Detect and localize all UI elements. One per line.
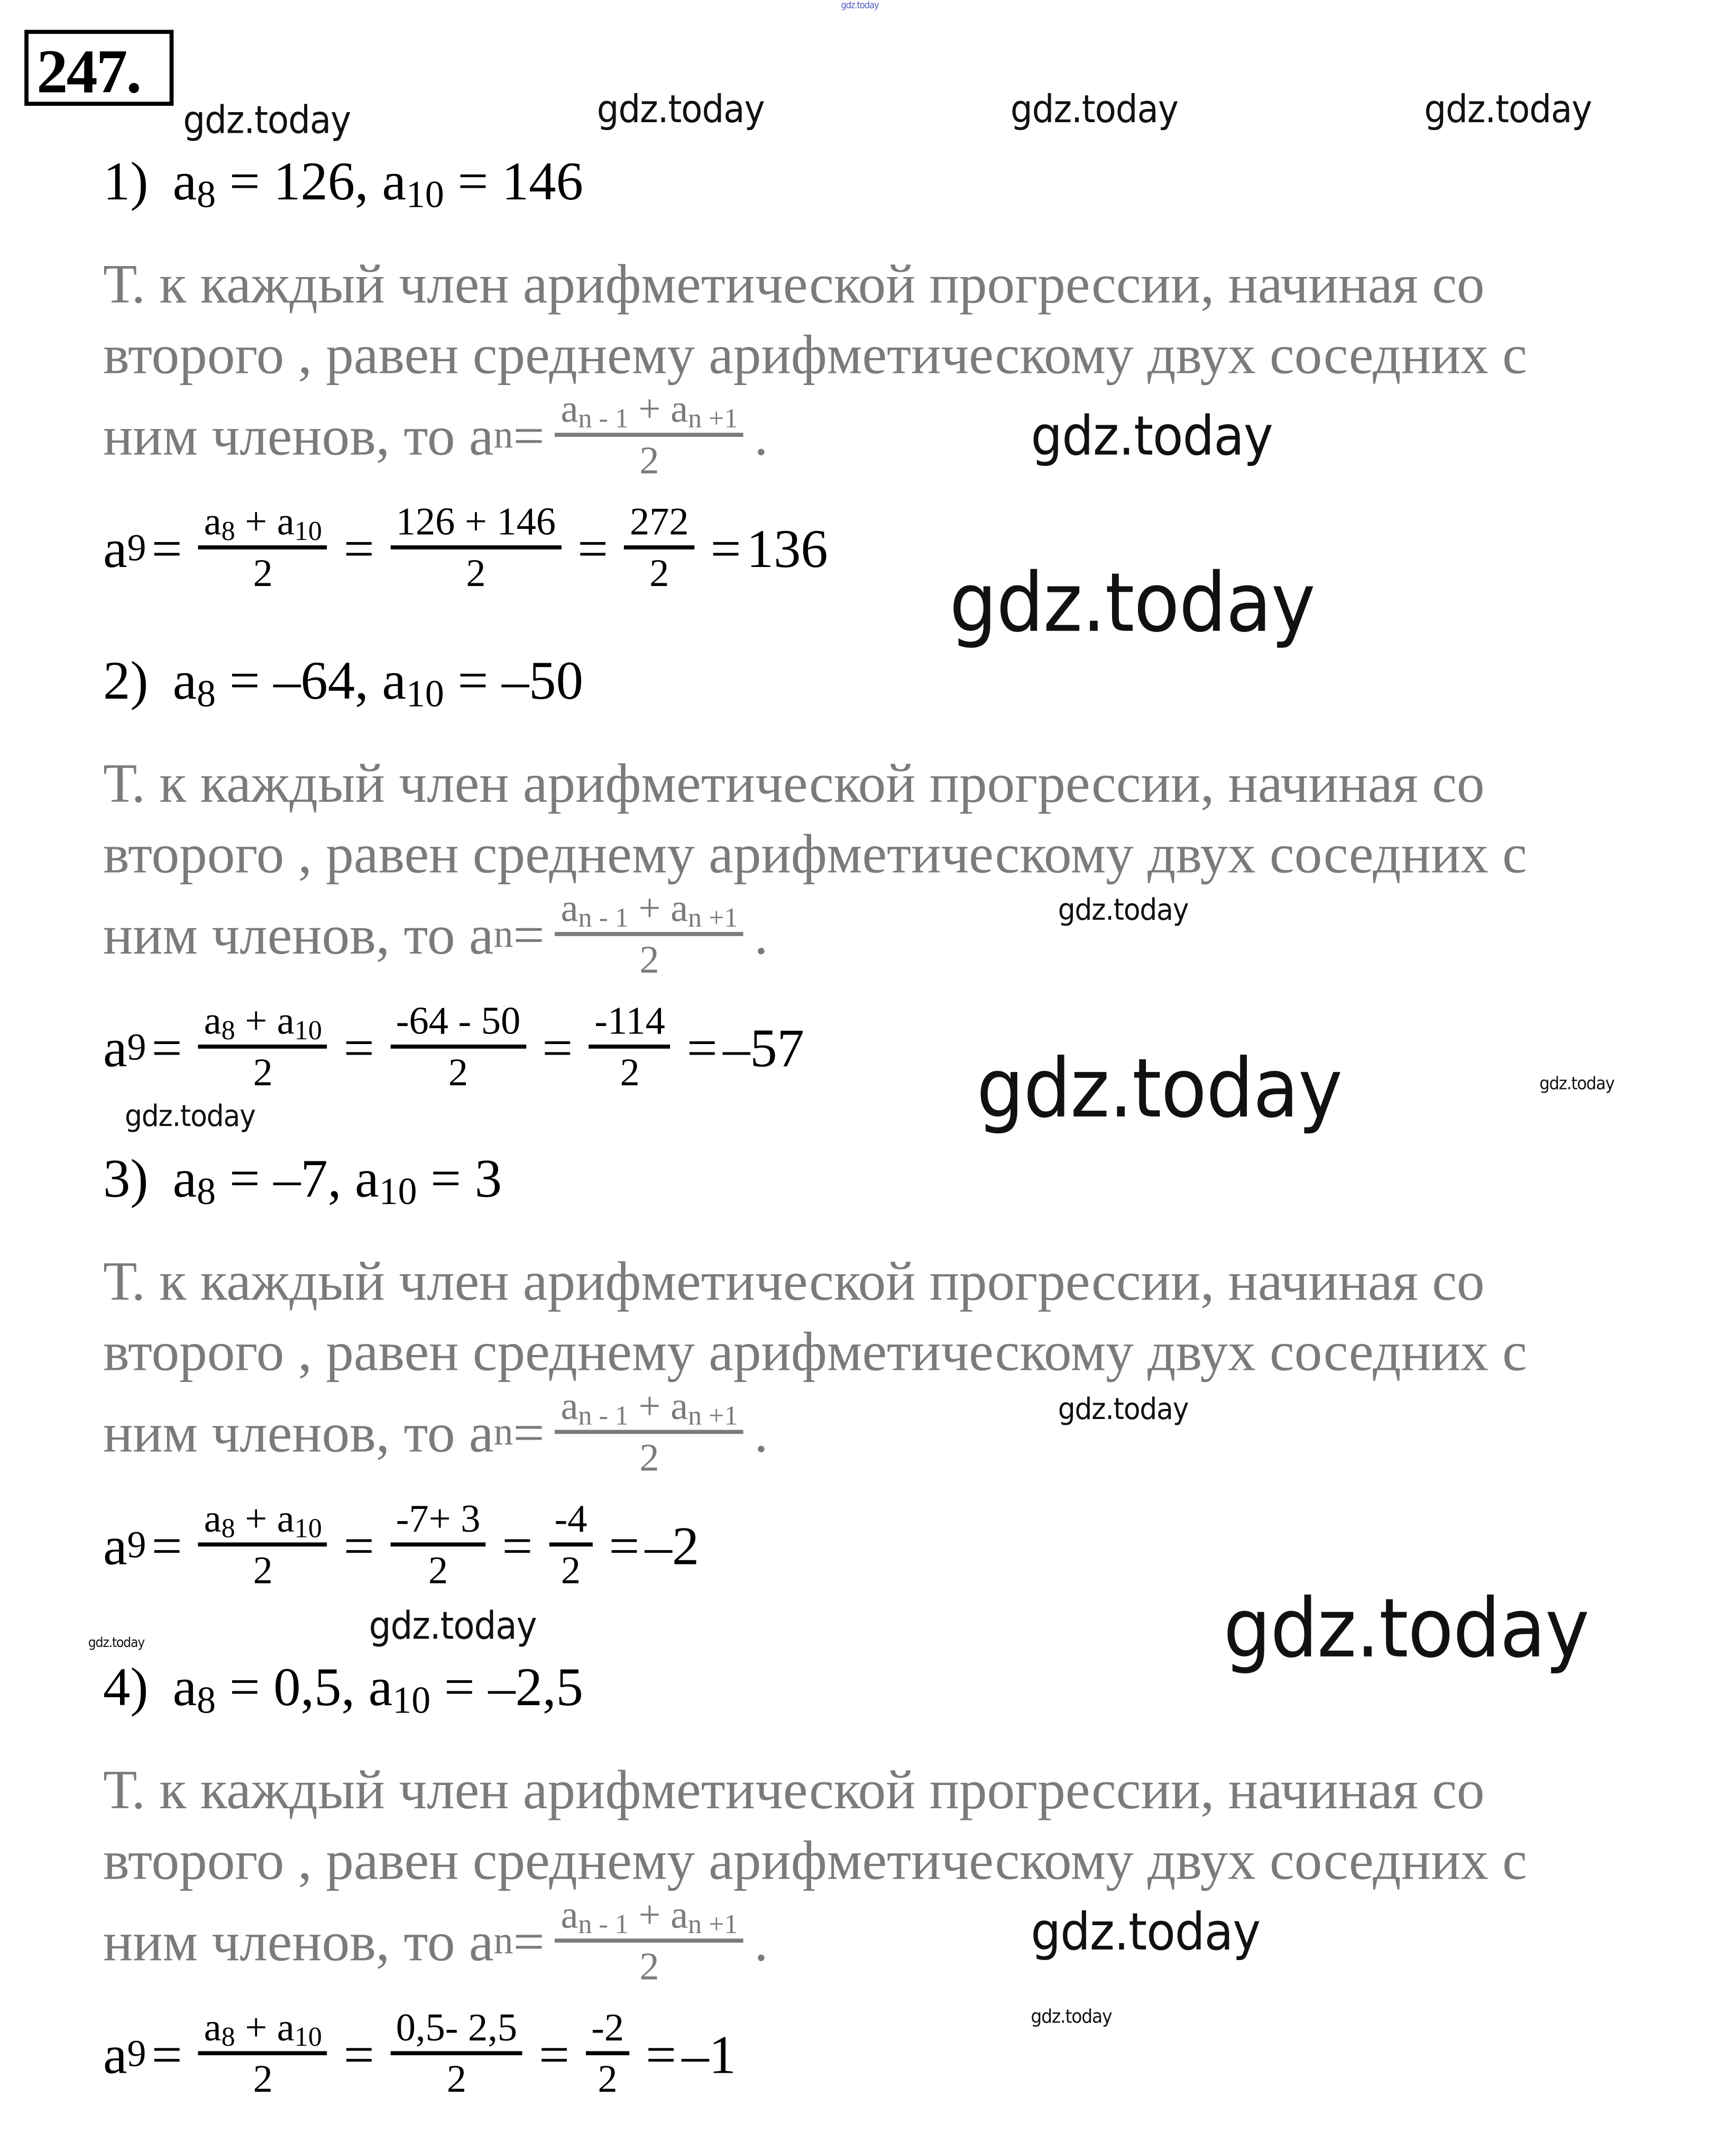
watermark-text: gdz.today [1424, 87, 1592, 132]
equals-sign: = [343, 1017, 374, 1079]
a9-calculation: a 9 = $\frac{a_8 + a_{10}}{2}$ = $\frac{-64 - 50}{2}$ = $\frac{-114}{2}$ = –57 [103, 999, 804, 1097]
subscript: n +1 [688, 1909, 738, 1939]
subscript: n +1 [688, 1400, 738, 1431]
subscript: 10 [392, 1680, 431, 1723]
watermark-text: gdz.today [1031, 2006, 1112, 2028]
watermark-text: gdz.today [949, 556, 1315, 652]
var-a: a [204, 2006, 222, 2050]
problem-label: 3) [103, 1147, 149, 1209]
numerator: 0,5- 2,5 [396, 2006, 518, 2050]
problem-number-box: 247. [24, 30, 173, 106]
var-a: a [172, 1147, 197, 1209]
var-a: a [277, 1497, 295, 1541]
equals-sign: = [609, 1515, 640, 1577]
explanation-text-part: ним членов, то a [103, 1401, 494, 1464]
subscript: 8 [197, 1171, 216, 1214]
general-fraction [198, 499, 327, 598]
watermark-text: gdz.today [1223, 1581, 1589, 1677]
subscript: 10 [379, 1171, 417, 1214]
subscript: 8 [197, 673, 216, 716]
sum-fraction [624, 499, 694, 598]
a10-value: 3 [474, 1147, 502, 1209]
var-a: a [103, 518, 127, 580]
equals-sign: = [710, 518, 741, 580]
sum-fraction [589, 999, 670, 1097]
denominator: 2 [549, 1542, 593, 1595]
var-a: a [172, 150, 197, 212]
numerator: -7+ 3 [396, 1497, 481, 1541]
explanation-line: Т. к каждый член арифметической прогрессии, начиная со [103, 1758, 1485, 1821]
substituted-fraction [391, 1496, 486, 1595]
var-a: a [277, 1000, 295, 1043]
period: . [754, 1910, 768, 1973]
equals-sign: = [539, 2024, 570, 2085]
var-a: a [103, 1515, 127, 1577]
a8-value: –64 [273, 649, 355, 711]
equals-sign: = [513, 1910, 545, 1973]
plus-sign: + [235, 500, 277, 544]
var-a: a [172, 649, 197, 711]
var-a: a [670, 387, 688, 431]
subscript: n - 1 [578, 1909, 629, 1939]
mean-formula-fraction [555, 1892, 743, 1991]
denominator: 2 [586, 2051, 630, 2104]
general-fraction [198, 1496, 327, 1595]
watermark-text: gdz.today [1539, 1074, 1614, 1095]
period: . [754, 1401, 768, 1464]
numerator: -2 [591, 2006, 624, 2050]
var-a: a [561, 387, 578, 431]
problem-label: 1) [103, 150, 149, 212]
watermark-text: gdz.today [124, 1100, 255, 1134]
equals-sign: = [513, 1401, 545, 1464]
plus-sign: + [235, 2006, 277, 2050]
denominator: 2 [198, 545, 327, 598]
var-a: a [561, 1893, 578, 1937]
plus-sign: + [235, 1000, 277, 1043]
watermark-text: gdz.today [1031, 1902, 1261, 1962]
subscript: 8 [221, 517, 235, 547]
subscript: n - 1 [578, 1400, 629, 1431]
equals-sign: = [343, 1515, 374, 1577]
equals-sign: = [542, 1017, 573, 1079]
plus-sign: + [628, 886, 671, 930]
equals-sign: = [513, 404, 545, 467]
sum-fraction [549, 1496, 593, 1595]
subscript: 10 [294, 2022, 322, 2053]
subscript: 8 [221, 1514, 235, 1544]
var-a: a [172, 1656, 197, 1718]
watermark-text: gdz.today [596, 87, 765, 132]
subscript: 8 [197, 1680, 216, 1723]
subscript: 10 [406, 673, 444, 716]
denominator: 2 [198, 2051, 327, 2104]
plus-sign: + [628, 1384, 671, 1428]
explanation-text [103, 1246, 1527, 1487]
var-a: a [204, 1497, 222, 1541]
equals-sign: = [686, 1017, 718, 1079]
equals-sign: = [646, 2024, 677, 2085]
explanation-text [103, 248, 1527, 490]
general-fraction [198, 999, 327, 1097]
explanation-text-part: ним членов, то a [103, 404, 494, 467]
subscript: 10 [294, 517, 322, 547]
denominator: 2 [624, 545, 694, 598]
subscript: 10 [294, 1514, 322, 1544]
numerator: 126 + 146 [396, 500, 556, 544]
a10-value: –2,5 [488, 1656, 583, 1718]
denominator: 2 [555, 432, 743, 485]
plus-sign: + [628, 1893, 671, 1937]
var-a: a [382, 649, 407, 711]
var-a: a [103, 1017, 127, 1079]
var-a: a [382, 150, 407, 212]
denominator: 2 [198, 1542, 327, 1595]
result-value: –2 [645, 1515, 700, 1577]
watermark-text: gdz.today [841, 0, 879, 11]
substituted-fraction [391, 2005, 523, 2104]
equals-sign: = [151, 518, 182, 580]
watermark-text: gdz.today [88, 1636, 145, 1651]
explanation-text-part: ним членов, то a [103, 903, 494, 966]
var-a: a [103, 2024, 127, 2085]
denominator: 2 [555, 931, 743, 984]
var-a: a [561, 1384, 578, 1428]
subscript: n +1 [688, 903, 738, 933]
watermark-text: gdz.today [1058, 894, 1189, 928]
explanation-line: Т. к каждый член арифметической прогрессии, начиная со [103, 752, 1485, 814]
watermark-text: gdz.today [976, 1041, 1342, 1137]
watermark-text: gdz.today [183, 97, 351, 143]
subscript: 8 [221, 1016, 235, 1046]
watermark-text: gdz.today [1010, 87, 1178, 132]
a10-value: –50 [502, 649, 583, 711]
subscript: n +1 [688, 404, 738, 434]
explanation-line: Т. к каждый член арифметической прогрессии, начиная со [103, 1249, 1485, 1312]
general-fraction [198, 2005, 327, 2104]
numerator: -64 - 50 [396, 1000, 521, 1043]
denominator: 2 [391, 1045, 526, 1097]
explanation-line: второго , равен среднему арифметическому двух соседних с [103, 1320, 1527, 1383]
watermark-text: gdz.today [1031, 405, 1273, 468]
problem-label: 4) [103, 1656, 149, 1718]
explanation-line: второго , равен среднему арифметическому двух соседних с [103, 1828, 1527, 1891]
a10-value: 146 [502, 150, 583, 212]
problem-given: 4) $a_8 = 0,5$, $a_{10} = -2,5$ [103, 1656, 583, 1723]
explanation-line: ним членов, то a n = $\frac{a_{n - 1} + a_{n +1}}{2}$ . [103, 1378, 1527, 1487]
equals-sign: = [343, 2024, 374, 2085]
result-value: –57 [723, 1017, 804, 1079]
numerator: -114 [594, 1000, 665, 1043]
var-a: a [277, 2006, 295, 2050]
denominator: 2 [555, 1938, 743, 1991]
equals-sign: = [151, 1017, 182, 1079]
watermark-text: gdz.today [1058, 1393, 1189, 1427]
mean-formula-fraction [555, 885, 743, 984]
equals-sign: = [151, 2024, 182, 2085]
explanation-text [103, 1754, 1527, 1996]
period: . [754, 404, 768, 467]
equals-sign: = [577, 518, 609, 580]
subscript: 10 [294, 1016, 322, 1046]
denominator: 2 [555, 1429, 743, 1482]
var-a: a [561, 886, 578, 930]
equals-sign: = [513, 903, 545, 966]
denominator: 2 [391, 2051, 523, 2104]
explanation-line: ним членов, то a n = $\frac{a_{n - 1} + a_{n +1}}{2}$ . [103, 881, 1527, 989]
numerator: -4 [554, 1497, 587, 1541]
var-a: a [368, 1656, 393, 1718]
numerator: 272 [630, 500, 689, 544]
subscript: n - 1 [578, 903, 629, 933]
plus-sign: + [628, 387, 671, 431]
explanation-line: Т. к каждый член арифметической прогрессии, начиная со [103, 252, 1485, 315]
plus-sign: + [235, 1497, 277, 1541]
var-a: a [204, 500, 222, 544]
explanation-line: ним членов, то a n = $\frac{a_{n - 1} + a_{n +1}}{2}$ . [103, 1887, 1527, 1995]
sum-fraction [586, 2005, 630, 2104]
var-a: a [670, 1893, 688, 1937]
var-a: a [277, 500, 295, 544]
a8-value: 126 [273, 150, 355, 212]
a9-calculation: a 9 = $\frac{a_8 + a_{10}}{2}$ = $\frac{-7+ 3}{2}$ = $\frac{-4}{2}$ = –2 [103, 1496, 699, 1595]
subscript: n - 1 [578, 404, 629, 434]
substituted-fraction [391, 999, 526, 1097]
equals-sign: = [151, 1515, 182, 1577]
problem-given: 1) $a_8 = 126$, $a_{10} = 146$ [103, 150, 583, 217]
explanation-line: второго , равен среднему арифметическому двух соседних с [103, 323, 1527, 386]
mean-formula-fraction [555, 1383, 743, 1482]
a9-calculation: a 9 = $\frac{a_8 + a_{10}}{2}$ = $\frac{0,5- 2,5}{2}$ = $\frac{-2}{2}$ = –1 [103, 2005, 736, 2104]
var-a: a [670, 1384, 688, 1428]
explanation-line: ним членов, то a n = $\frac{a_{n - 1} + a_{n +1}}{2}$ . [103, 381, 1527, 490]
denominator: 2 [391, 1542, 486, 1595]
result-value: 136 [746, 518, 828, 580]
problem-given: 3) $a_8 = -7$, $a_{10} = 3$ [103, 1147, 502, 1214]
equals-sign: = [502, 1515, 533, 1577]
denominator: 2 [198, 1045, 327, 1097]
problem-given: 2) $a_8 = -64$, $a_{10} = -50$ [103, 649, 583, 716]
mean-formula-fraction [555, 386, 743, 485]
subscript: 8 [221, 2022, 235, 2053]
explanation-text-part: ним членов, то a [103, 1910, 494, 1973]
result-value: –1 [682, 2024, 736, 2085]
a9-calculation: a 9 = $\frac{a_8 + a_{10}}{2}$ = $\frac{126 + 146}{2}$ = $\frac{272}{2}$ = 136 [103, 499, 828, 598]
subscript: 10 [406, 174, 444, 217]
equals-sign: = [343, 518, 374, 580]
explanation-line: второго , равен среднему арифметическому двух соседних с [103, 822, 1527, 885]
var-a: a [670, 886, 688, 930]
denominator: 2 [391, 545, 562, 598]
subscript: 8 [197, 174, 216, 217]
problem-label: 2) [103, 649, 149, 711]
var-a: a [355, 1147, 379, 1209]
watermark-text: gdz.today [369, 1603, 537, 1649]
a8-value: –7 [273, 1147, 328, 1209]
var-a: a [204, 1000, 222, 1043]
denominator: 2 [589, 1045, 670, 1097]
substituted-fraction [391, 499, 562, 598]
a8-value: 0,5 [273, 1656, 342, 1718]
explanation-text [103, 747, 1527, 989]
period: . [754, 903, 768, 966]
